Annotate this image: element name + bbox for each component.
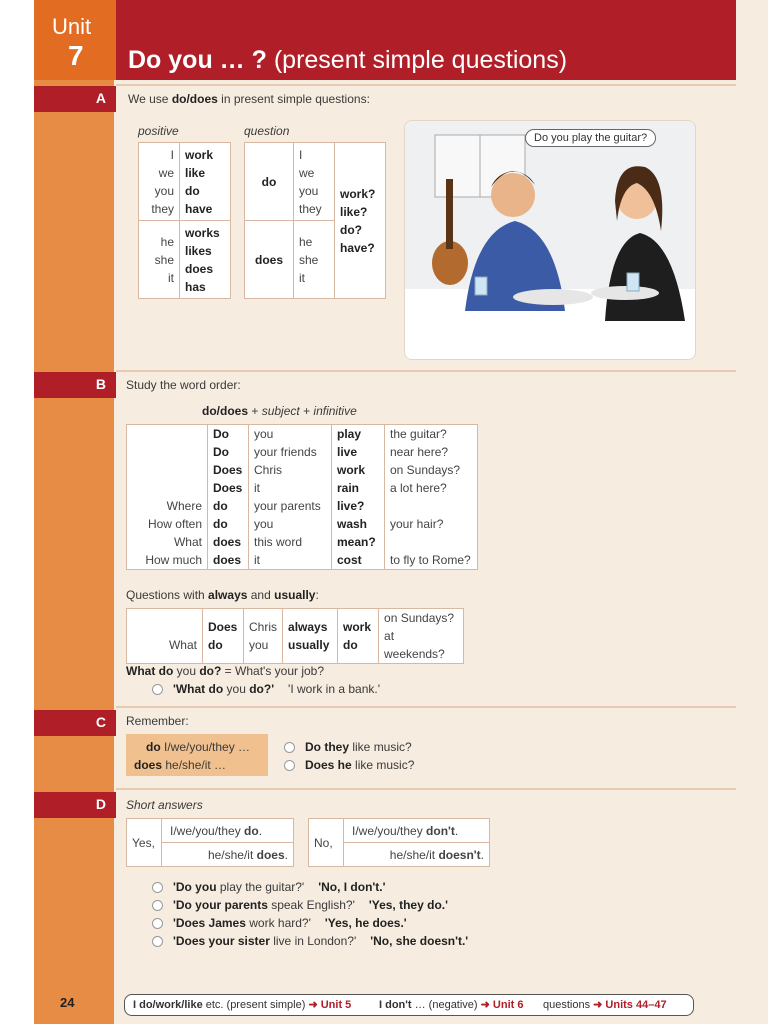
section-b-bar [34,372,116,398]
q-verbs: work? like? do? have? [335,143,386,299]
aux-column: Do Do Does Does do do does does [208,425,249,570]
word-order-table [126,424,478,570]
pos-pronouns-2: he she it [139,221,180,299]
positive-label: positive [138,124,179,138]
question-table [244,142,386,299]
divider [116,84,736,86]
section-c-intro: Remember: [126,714,189,728]
section-a-letter: A [95,90,106,106]
short-answer-example: 'Does your sister live in London?' 'No, she doesn't.' [152,934,468,948]
yes-row-1: I/we/you/they do. [162,819,294,843]
example-bullet-icon [152,882,163,893]
remember-example-1: Do they like music? [284,740,412,754]
always-wh: What [127,609,203,664]
infinitive-column: play live work rain live? wash mean? cost [332,425,385,570]
cross-ref-negative: I don't … (negative) ➜ Unit 6 [379,999,524,1011]
q-pronouns-2: he she it [294,221,335,299]
job-example: 'What do you do?' 'I work in a bank.' [152,682,380,696]
q-pronouns-1: I we you they [294,143,335,221]
section-c-bar [34,710,116,736]
wh-column: Where How often What How much [127,425,208,570]
short-answer-example: 'Do your parents speak English?' 'Yes, they do.' [152,898,448,912]
yes-row-2: he/she/it does. [162,843,294,867]
illustration-restaurant [404,120,696,360]
cross-ref-questions: questions ➜ Units 44–47 [543,999,667,1011]
question-label: question [244,124,290,138]
example-bullet-icon [152,918,163,929]
page-margin [0,0,34,1024]
q-aux-do: do [245,143,294,221]
example-bullet-icon [152,900,163,911]
unit-label: Unit [52,14,92,39]
rest-column: the guitar? near here? on Sundays? a lot here? your hair? to fly to Rome? [385,425,478,570]
short-answers-no [308,818,490,867]
link-unit-5[interactable]: ➜ Unit 5 [308,999,352,1011]
always-verb: work do [338,609,379,664]
always-usually-intro: Questions with always and usually: [126,588,319,602]
example-bullet-icon [284,760,295,771]
remember-does: does he/she/it … [134,758,227,772]
example-bullet-icon [152,936,163,947]
section-a-intro: We use do/does in present simple questions: [128,92,370,106]
short-answer-example: 'Does James work hard?' 'Yes, he does.' [152,916,407,930]
side-band [34,0,114,1024]
short-answer-example: 'Do you play the guitar?' 'No, I don't.' [152,880,385,894]
no-row-1: I/we/you/they don't. [344,819,490,843]
cross-ref-present-simple: I do/work/like etc. (present simple) ➜ Unit 5 [133,999,352,1011]
unit-number: 7 [68,40,84,71]
pos-verbs-2: works likes does has [180,221,231,299]
word-order-formula: do/does + subject + infinitive [202,404,357,418]
page-number: 24 [60,995,75,1010]
section-a-bar [34,86,116,112]
speech-bubble: Do you play the guitar? [525,129,656,147]
always-adverb: always usually [283,609,338,664]
divider [116,788,736,790]
always-aux: Does do [203,609,244,664]
q-aux-does: does [245,221,294,299]
example-bullet-icon [152,684,163,695]
link-unit-6[interactable]: ➜ Unit 6 [480,999,524,1011]
section-d-intro: Short answers [126,798,203,812]
always-rest: on Sundays? at weekends? [379,609,464,664]
always-usually-table [126,608,464,664]
job-question: What do you do? = What's your job? [126,664,325,678]
link-units-44-47[interactable]: ➜ Units 44–47 [593,999,667,1011]
short-answers-yes [126,818,294,867]
subject-column: you your friends Chris it your parents you this word it [249,425,332,570]
pos-verbs-1: work like do have [180,143,231,221]
cross-reference-bar [124,994,694,1016]
remember-do: do I/we/you/they … [146,740,251,754]
always-subject: Chris you [244,609,283,664]
divider [116,706,736,708]
unit-badge [34,0,116,80]
page-title: Do you … ? (present simple questions) [128,46,568,74]
section-b-letter: B [95,376,106,392]
yes-label: Yes, [127,819,162,867]
couple-illustration [405,121,695,359]
example-bullet-icon [284,742,295,753]
no-label: No, [309,819,344,867]
no-row-2: he/she/it doesn't. [344,843,490,867]
section-c-letter: C [95,714,106,730]
section-d-letter: D [95,796,106,812]
remember-example-2: Does he like music? [284,758,414,772]
section-d-bar [34,792,116,818]
positive-table [138,142,231,299]
section-b-intro: Study the word order: [126,378,241,392]
pos-pronouns-1: I we you they [139,143,180,221]
divider [116,370,736,372]
